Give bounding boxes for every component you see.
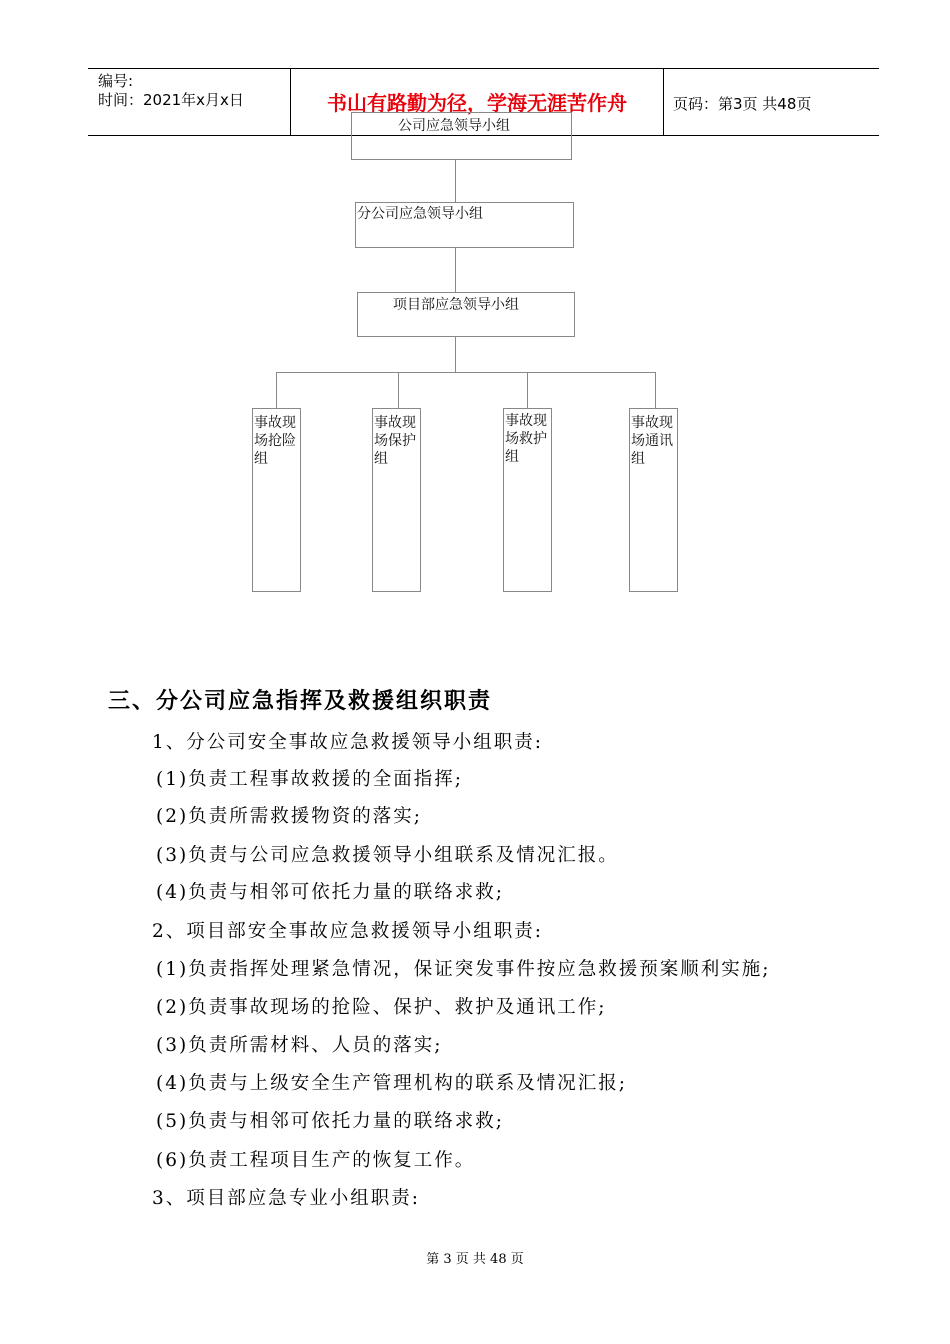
org-connector-3 [455,337,456,372]
duty-line: (3)负责所需材料、人员的落实; [156,1035,443,1056]
section-title: 三、分公司应急指挥及救援组织职责 [108,689,493,714]
header-page-info: 页码：第3页 共48页 [673,95,812,113]
org-label-company: 公司应急领导小组 [398,118,510,134]
document-number-label: 编号: [98,72,134,90]
org-label-branch: 分公司应急领导小组 [357,206,483,222]
duty-line: (6)负责工程项目生产的恢复工作。 [156,1150,476,1171]
duty-line: (3)负责与公司应急救援领导小组联系及情况汇报。 [156,845,619,866]
duty-line: 2、项目部安全事故应急救援领导小组职责: [152,921,544,942]
org-label-team-medical: 事故现场救护组 [505,413,547,465]
org-team-bar [276,372,656,373]
org-team-drop-2 [398,372,399,408]
duty-line: 3、项目部应急专业小组职责: [152,1188,421,1209]
org-team-drop-1 [276,372,277,408]
org-label-project: 项目部应急领导小组 [393,297,519,313]
duty-line: (1)负责工程事故救援的全面指挥; [156,769,463,790]
org-label-team-comms: 事故现场通讯组 [631,415,673,467]
header-divider-left [290,68,291,136]
header-divider-right [663,68,664,136]
header-motto: 书山有路勤为径，学海无涯苦作舟 [327,91,627,115]
duty-line: (5)负责与相邻可依托力量的联络求救; [156,1111,504,1132]
duty-line: (4)负责与相邻可依托力量的联络求救; [156,882,504,903]
org-label-team-protect: 事故现场保护组 [374,415,416,467]
header-top-rule [88,68,879,69]
org-connector-2 [455,248,456,292]
org-label-team-rescue: 事故现场抢险组 [254,415,296,467]
duty-line: (1)负责指挥处理紧急情况，保证突发事件按应急救援预案顺利实施; [156,959,771,980]
duty-line: (2)负责事故现场的抢险、保护、救护及通讯工作; [156,997,607,1018]
org-connector-1 [455,160,456,202]
page-footer: 第 3 页 共 48 页 [426,1252,524,1267]
document-time-label: 时间：2021年x月x日 [98,91,244,109]
duty-line: 1、分公司安全事故应急救援领导小组职责: [152,732,544,753]
org-team-drop-4 [655,372,656,408]
duty-line: (2)负责所需救援物资的落实; [156,806,422,827]
duty-line: (4)负责与上级安全生产管理机构的联系及情况汇报; [156,1073,627,1094]
org-team-drop-3 [527,372,528,408]
